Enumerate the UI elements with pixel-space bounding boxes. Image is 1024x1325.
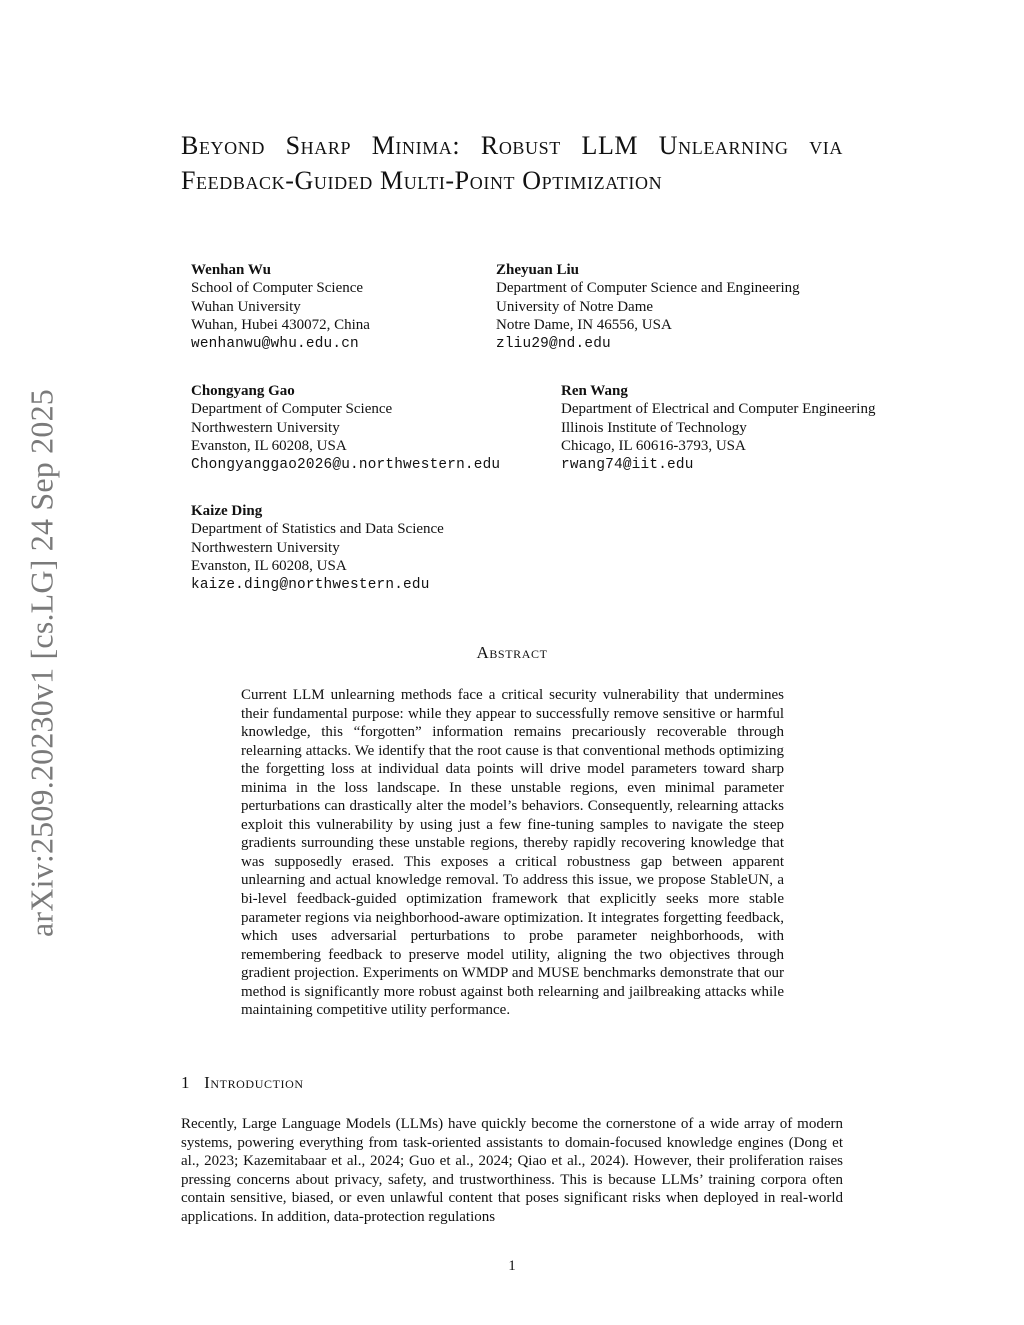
introduction-paragraph: Recently, Large Language Models (LLMs) have quickly become the cornerstone of a wide array of modern systems, powering everything from task-oriented assistants to domain-focused knowledge engines (Dong et al., 2023; Kazemitabaar et al., 2024; Guo et al., 2024; Qiao et al., 2024). However, their proliferation raises pressing concerns about privacy, safety, and trustworthiness. This is because LLMs’ training corpora often contain sensitive, biased, or even unlawful content that poses significant risks when deployed in real-world applications. In addition, data-protection regulations — [181, 1116, 843, 1225]
author-affiliation-line: University of Notre Dame — [496, 298, 654, 315]
author-affiliation-line: Department of Statistics and Data Science — [191, 521, 444, 538]
page-number: 1 — [508, 1258, 516, 1274]
abstract-text: Current LLM unlearning methods face a critical security vulnerability that undermines their fundamental purpose: while they appear to successfully remove sensitive or harmful knowledge, this “forgotten” information remains precariously recoverable through relearning attacks. We identify that the root cause is that conventional methods optimizing the forgetting loss at individual data points will drive model parameters toward sharp minima in the loss landscape. In these unstable regions, even minimal parameter perturbations can drastically alter the model’s behaviors. Consequently, relearning attacks exploit this vulnerability by using just a few fine-tuning samples to navigate the steep gradients surrounding these unstable regions, thereby rapidly recovering knowledge that was supposedly erased. This exposes a critical robustness gap between apparent unlearning and actual knowledge removal. To address this issue, we propose StableUN, a bi-level feedback-guided optimization framework that explicitly seeks more stable parameter regions via neighborhood-aware optimization. It integrates forgetting feedback, which uses adversarial perturbations to probe parameter neighborhoods, with remembering feedback to preserve model utility, aligning the two objectives through gradient projection. Experiments on WMDP and MUSE benchmarks demonstrate that our method is significantly more robust against both relearning and jailbreaking attacks while maintaining competitive utility performance. — [241, 687, 784, 1019]
abstract-heading: Abstract — [476, 643, 548, 662]
author-address-line: Evanston, IL 60208, USA — [191, 558, 347, 575]
author-name: Zheyuan Liu — [496, 262, 579, 278]
section-title: Introduction — [204, 1073, 304, 1092]
author-name: Ren Wang — [561, 383, 628, 399]
author-affiliation-line: Northwestern University — [191, 539, 340, 556]
author-name: Kaize Ding — [191, 503, 263, 519]
author-block — [496, 261, 800, 353]
author-address-line: Notre Dame, IN 46556, USA — [496, 317, 672, 334]
author-address-line: Wuhan, Hubei 430072, China — [191, 317, 370, 334]
author-email[interactable]: kaize.ding@northwestern.edu — [191, 576, 430, 593]
author-affiliation-line: Wuhan University — [191, 298, 301, 315]
section-number: 1 — [181, 1073, 191, 1092]
author-email[interactable]: wenhanwu@whu.edu.cn — [191, 335, 359, 352]
author-block — [191, 261, 370, 353]
author-affiliation-line: Department of Computer Science and Engineering — [496, 280, 800, 297]
section-heading — [181, 1073, 304, 1093]
author-affiliation-line: Department of Electrical and Computer Engineering — [561, 401, 876, 418]
author-name: Wenhan Wu — [191, 262, 271, 278]
author-address-line: Evanston, IL 60208, USA — [191, 438, 347, 455]
author-email[interactable]: Chongyanggao2026@u.northwestern.edu — [191, 456, 501, 473]
author-affiliation-line: Department of Computer Science — [191, 401, 393, 418]
author-address-line: Chicago, IL 60616-3793, USA — [561, 438, 746, 455]
author-block — [561, 382, 875, 474]
author-block — [191, 502, 444, 594]
author-name: Chongyang Gao — [191, 383, 295, 399]
author-email[interactable]: rwang74@iit.edu — [561, 456, 694, 473]
arxiv-identifier-stamp[interactable]: arXiv:2509.20230v1 [cs.LG] 24 Sep 2025 — [23, 389, 60, 937]
author-block — [191, 382, 500, 474]
author-affiliation-line: School of Computer Science — [191, 280, 364, 297]
paper-title: Beyond Sharp Minima: Robust LLM Unlearning via Feedback-Guided Multi-Point Optimization — [181, 131, 843, 195]
author-email[interactable]: zliu29@nd.edu — [496, 335, 611, 352]
author-affiliation-line: Illinois Institute of Technology — [561, 419, 747, 436]
author-affiliation-line: Northwestern University — [191, 419, 340, 436]
